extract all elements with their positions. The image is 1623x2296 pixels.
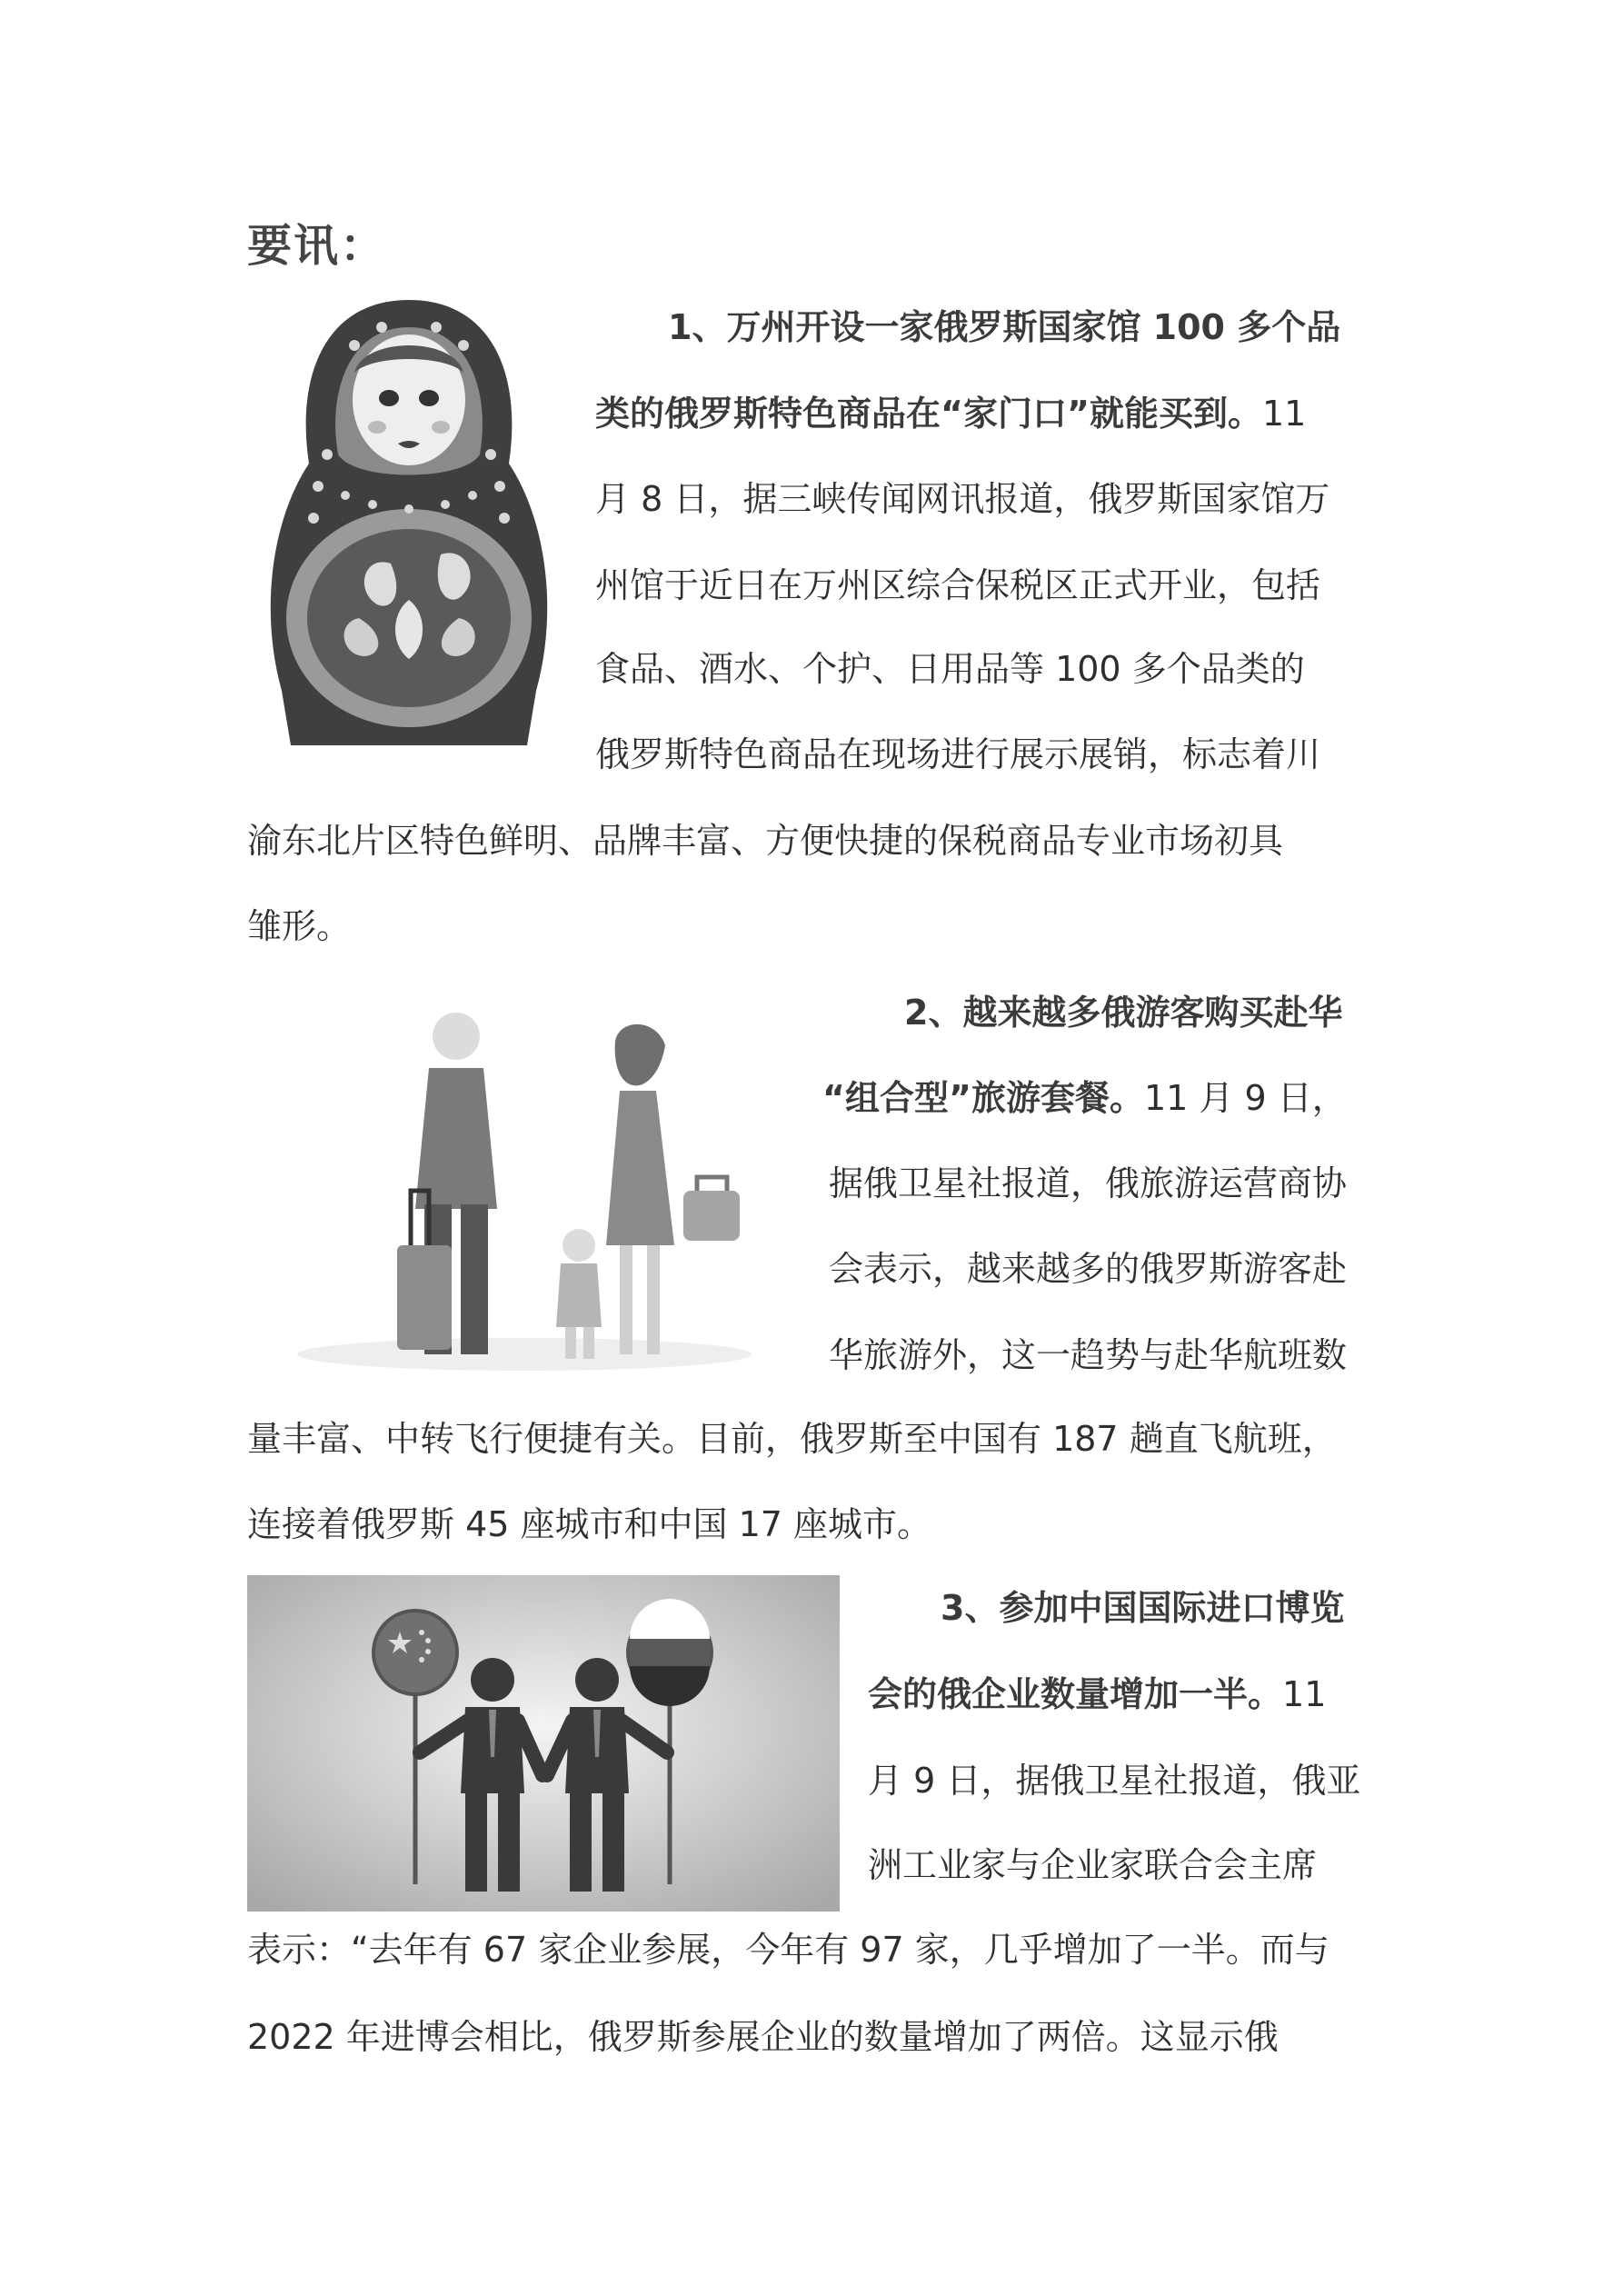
family-travel-image [247, 973, 802, 1382]
news3-line-2 [868, 1674, 1327, 1714]
china-russia-figures-image [247, 1575, 840, 1912]
news2-line-3: 据俄卫星社报道，俄旅游运营商协 [829, 1163, 1348, 1203]
news3-line-5: 表示：“去年有 67 家企业参展，今年有 97 家，几乎增加了一半。而与 [247, 1930, 1329, 1970]
news3-line-2-bold: 会的俄企业数量增加一半。 [868, 1674, 1283, 1714]
news1-line-1-bold: 1、万州开设一家俄罗斯国家馆 100 多个品 [668, 307, 1341, 347]
news1-line-6: 俄罗斯特色商品在现场进行展示展销，标志着川 [595, 734, 1321, 774]
news2-line-2 [822, 1078, 1347, 1118]
news3-line-3: 月 9 日，据俄卫星社报道，俄亚 [868, 1761, 1361, 1801]
news2-line-1 [904, 993, 1343, 1033]
news1-line-3: 月 8 日，据三峡传闻网讯报道，俄罗斯国家馆万 [595, 479, 1330, 519]
news2-line-2-bold: “组合型”旅游套餐。 [822, 1078, 1144, 1118]
section-heading: 要讯： [247, 220, 387, 272]
news2-line-6: 量丰富、中转飞行便捷有关。目前，俄罗斯至中国有 187 趟直飞航班， [247, 1419, 1337, 1459]
news1-line-5: 食品、酒水、个护、日用品等 100 多个品类的 [595, 649, 1305, 689]
news3-line-1-bold: 3、参加中国国际进口博览 [941, 1588, 1345, 1628]
matryoshka-image [254, 291, 563, 764]
news3-line-6: 2022 年进博会相比，俄罗斯参展企业的数量增加了两倍。这显示俄 [247, 2017, 1279, 2057]
news3-line-2-text: 11 [1282, 1674, 1327, 1714]
news1-line-4: 州馆于近日在万州区综合保税区正式开业，包括 [595, 565, 1321, 605]
news2-line-5: 华旅游外，这一趋势与赴华航班数 [829, 1335, 1348, 1375]
news3-line-4: 洲工业家与企业家联合会主席 [868, 1845, 1318, 1885]
news2-line-4: 会表示，越来越多的俄罗斯游客赴 [829, 1249, 1348, 1289]
news1-line-2-bold: 类的俄罗斯特色商品在“家门口”就能买到。 [595, 394, 1262, 434]
news2-line-7: 连接着俄罗斯 45 座城市和中国 17 座城市。 [247, 1504, 932, 1544]
news1-line-2-text: 11 [1261, 394, 1307, 434]
news3-line-1 [941, 1588, 1345, 1628]
news1-line-8: 雏形。 [247, 906, 352, 946]
news1-line-1 [668, 307, 1341, 347]
news1-line-2 [595, 394, 1307, 434]
news2-line-1-bold: 2、越来越多俄游客购买赴华 [904, 993, 1343, 1033]
news2-line-2-text: 11 月 9 日， [1143, 1078, 1347, 1118]
news1-line-7: 渝东北片区特色鲜明、品牌丰富、方便快捷的保税商品专业市场初具 [247, 821, 1284, 861]
